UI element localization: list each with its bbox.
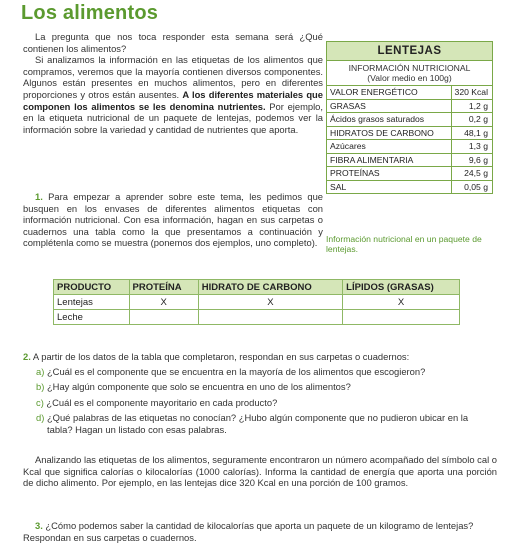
nutrition-row: [327, 100, 492, 114]
nutrition-row: [327, 140, 492, 154]
nutrient-value: 1,3 g: [451, 140, 489, 153]
nutrition-row: [327, 154, 492, 168]
nutrient-value: 9,6 g: [451, 154, 489, 167]
nutrition-row: [327, 181, 492, 194]
task-1-text: Para empezar a aprender sobre este tema, les pedimos que busquen en los envases de diferentes alimentos etiquetas con información nutricional. Con esa información, hagan en sus carpetas o cuadernos una tabla como la que presentamos a continuación y complétenla como se muestra (ponemos dos ejemplos, uno completo).: [23, 191, 323, 249]
table-row: [54, 295, 460, 310]
page-title: Los alimentos: [21, 2, 159, 24]
nutrient-name: GRASAS: [330, 100, 366, 111]
list-item: [23, 366, 493, 378]
item-letter: a): [36, 365, 45, 377]
nutrition-label: [326, 41, 493, 194]
table-header: HIDRATO DE CARBONO: [198, 280, 342, 295]
nutrition-label-title: LENTEJAS: [327, 42, 492, 61]
nutrient-name: Azúcares: [330, 141, 366, 152]
table-cell: [129, 310, 198, 325]
nutrient-name: VALOR ENERGÉTICO: [330, 87, 418, 98]
nutrition-row: [327, 113, 492, 127]
intro-text: [23, 31, 323, 135]
nutrition-label-subtitle: [327, 61, 492, 86]
table-header: PRODUCTO: [54, 280, 130, 295]
table-cell: X: [198, 295, 342, 310]
task-1: [23, 191, 323, 249]
nutrient-value: 1,2 g: [451, 100, 489, 113]
table-header-row: [54, 280, 460, 295]
question-2-number: 2.: [23, 351, 31, 362]
nutrition-row: [327, 127, 492, 141]
table-header: LÍPIDOS (GRASAS): [343, 280, 460, 295]
item-text: ¿Qué palabras de las etiquetas no conocían? ¿Hubo algún componente que no pudieron ubicar en la tabla? Hagan un listado con esas palabras.: [44, 412, 469, 435]
question-2: [23, 351, 493, 440]
nutrition-label-subtitle-2: (Valor medio en 100g): [367, 73, 452, 83]
nutrient-name: FIBRA ALIMENTARIA: [330, 154, 414, 165]
item-letter: d): [36, 412, 45, 424]
nutrient-value: 24,5 g: [451, 167, 489, 180]
intro-paragraph-2: [23, 54, 323, 135]
nutrition-row: [327, 86, 492, 100]
item-text: ¿Hay algún componente que solo se encuentra en uno de los alimentos?: [44, 381, 351, 393]
item-text: ¿Cuál es el componente que se encuentra en la mayoría de los alimentos que escogieron?: [44, 365, 426, 377]
nutrient-value: 48,1 g: [451, 127, 489, 140]
item-letter: c): [36, 396, 44, 408]
table-cell: Leche: [54, 310, 130, 325]
table-cell: [198, 310, 342, 325]
question-3: [23, 520, 497, 543]
intro-paragraph-1: La pregunta que nos toca responder esta semana será ¿Qué contienen los alimentos?: [23, 31, 323, 54]
table-cell: X: [129, 295, 198, 310]
question-2-text: A partir de los datos de la tabla que completaron, respondan en sus carpetas o cuadernos:: [30, 351, 410, 362]
question-2-list: [23, 366, 493, 436]
list-item: [23, 397, 493, 409]
nutrition-label-subtitle-1: INFORMACIÓN NUTRICIONAL: [348, 63, 471, 73]
question-3-text: ¿Cómo podemos saber la cantidad de kilocalorías que aporta un paquete de un kilogramo de lentejas? Respondan en sus carpetas o cuadernos.: [23, 520, 474, 543]
table-cell: X: [343, 295, 460, 310]
nutrient-table: [53, 279, 460, 325]
nutrient-name: SAL: [330, 181, 347, 192]
nutrition-row: [327, 167, 492, 181]
nutrient-name: Ácidos grasos saturados: [330, 114, 425, 125]
list-item: [23, 381, 493, 393]
table-row: [54, 310, 460, 325]
task-1-paragraph: [23, 191, 323, 249]
question-3-number: 3.: [35, 520, 43, 531]
intro-p2-bold: A los diferentes materiales que componen los alimentos se les denomina nutrientes.: [23, 88, 323, 112]
list-item: [23, 412, 493, 435]
nutrient-value: 0,2 g: [451, 113, 489, 126]
task-1-number: 1.: [35, 191, 43, 202]
table-header: PROTEÍNA: [129, 280, 198, 295]
item-letter: b): [36, 381, 45, 393]
item-text: ¿Cuál es el componente mayoritario en cada producto?: [43, 396, 278, 408]
table-cell: Lentejas: [54, 295, 130, 310]
nutrient-name: PROTEÍNAS: [330, 168, 380, 179]
table-cell: [343, 310, 460, 325]
intro-p2-start: Si analizamos la información en las etiquetas de los alimentos que compramos, veremos que la mayoría contienen diversos componentes. Algunos están presentes en muchos alimentos, pero en diferentes proporciones y otros están ausentes.: [23, 54, 323, 100]
nutrient-value: 320 Kcal: [451, 86, 489, 99]
intro-p2-end: Por ejemplo, en la etiqueta nutricional de un paquete de lentejas, podemos ver la información sobre la variedad y cantidad de nutrientes que aporta.: [23, 100, 324, 135]
calories-paragraph: Analizando las etiquetas de los alimentos, seguramente encontraron un número acompañado del símbolo cal o Kcal que significa calorías o kilocalorías (1000 calorías). Informa la cantidad de energía que aporta una porción de dicho alimento. Por ejemplo, en las lentejas dice 320 Kcal en una porción de 100 gramos.: [23, 454, 497, 489]
nutrient-value: 0,05 g: [451, 181, 489, 194]
question-2-prompt: [23, 351, 493, 363]
nutrient-name: HIDRATOS DE CARBONO: [330, 127, 434, 138]
nutrition-label-caption: Información nutricional en un paquete de lentejas.: [326, 234, 482, 254]
